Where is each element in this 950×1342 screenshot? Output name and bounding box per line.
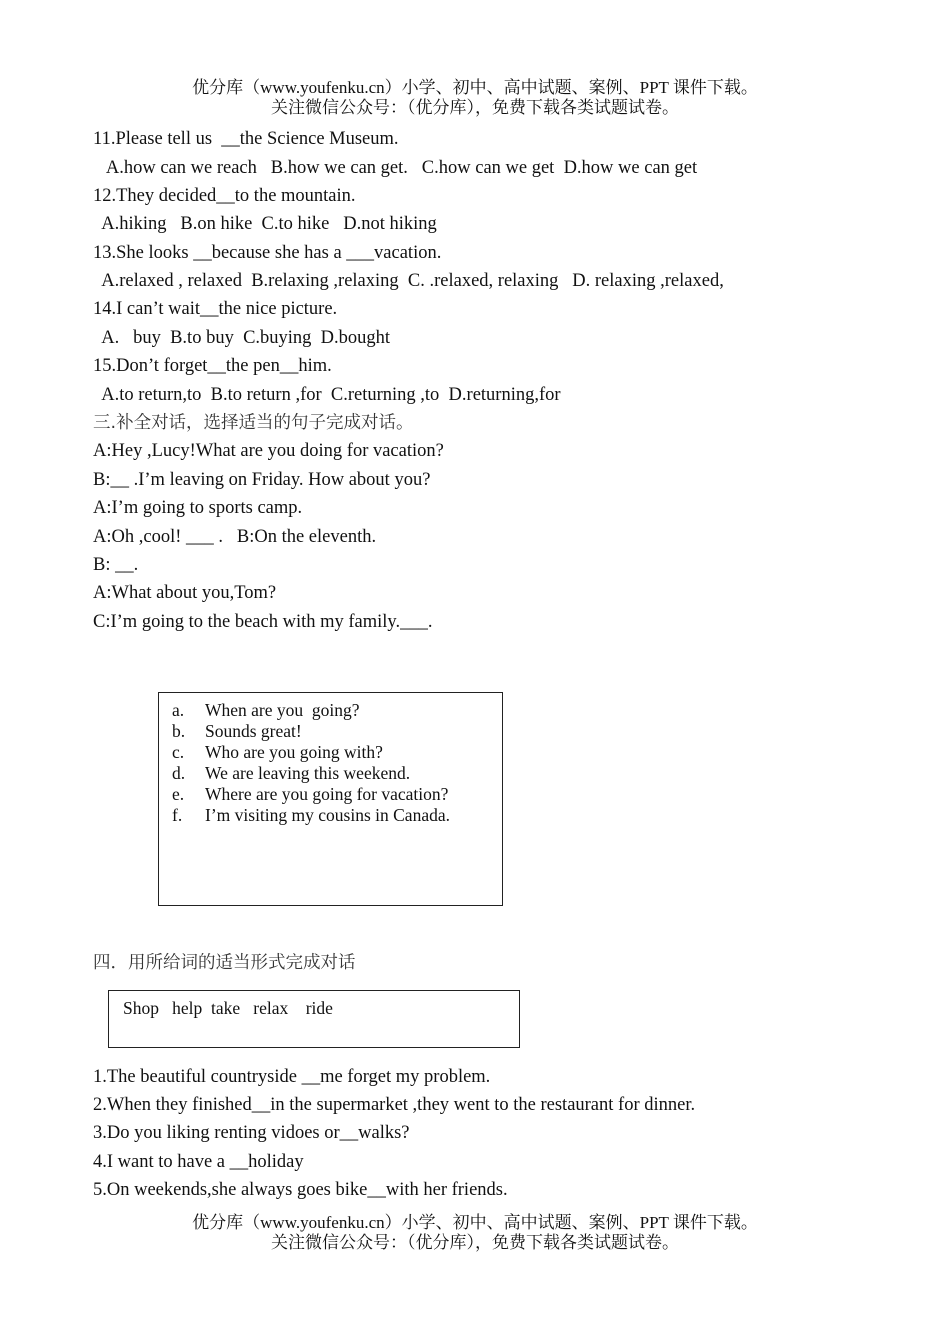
question-12: 12.They decided__to the mountain. <box>93 186 356 206</box>
option-f <box>172 805 450 826</box>
fill-sentence-1: 1.The beautiful countryside __me forget my problem. <box>93 1067 491 1087</box>
option-b <box>172 721 302 742</box>
section-3-title: 三.补全对话，选择适当的句子完成对话。 <box>93 413 414 433</box>
question-13-options: A.relaxed , relaxed B.relaxing ,relaxing C. .relaxed, relaxing D. relaxing ,relaxed, <box>93 271 724 291</box>
dialogue-line: A:What about you,Tom? <box>93 583 277 603</box>
question-12-options: A.hiking B.on hike C.to hike D.not hiking <box>93 214 437 234</box>
footer-line-1: 优分库（www.youfenku.cn）小学、初中、高中试题、案例、PPT 课件下载。 <box>192 1213 758 1232</box>
option-text: When are you going? <box>205 700 360 720</box>
option-letter: a. <box>172 700 185 720</box>
option-text: Who are you going with? <box>205 742 383 762</box>
header-line-2: 关注微信公众号：（优分库），免费下载各类试题试卷。 <box>271 98 679 117</box>
question-15-options: A.to return,to B.to return ,for C.returning ,to D.returning,for <box>93 385 561 405</box>
word-list: Shop help take relax ride <box>123 998 333 1018</box>
footer-line-2: 关注微信公众号：（优分库），免费下载各类试题试卷。 <box>271 1233 679 1252</box>
option-d <box>172 763 410 784</box>
question-14: 14.I can’t wait__the nice picture. <box>93 299 338 319</box>
option-text: We are leaving this weekend. <box>205 763 411 783</box>
fill-sentence-3: 3.Do you liking renting vidoes or__walks? <box>93 1123 410 1143</box>
section-4-title: 四．用所给词的适当形式完成对话 <box>93 953 356 973</box>
option-text: Sounds great! <box>205 721 302 741</box>
dialogue-line: A:Hey ,Lucy!What are you doing for vacation? <box>93 441 444 461</box>
question-14-options: A. buy B.to buy C.buying D.bought <box>93 328 391 348</box>
option-e <box>172 784 448 805</box>
option-a <box>172 700 360 721</box>
dialogue-line: A:Oh ,cool! ___ . B:On the eleventh. <box>93 527 377 547</box>
fill-sentence-5: 5.On weekends,she always goes bike__with her friends. <box>93 1180 508 1200</box>
question-15: 15.Don’t forget__the pen__him. <box>93 356 332 376</box>
dialogue-line: B:__ .I’m leaving on Friday. How about you? <box>93 470 431 490</box>
option-text: I’m visiting my cousins in Canada. <box>205 805 450 825</box>
question-13: 13.She looks __because she has a ___vacation. <box>93 243 442 263</box>
header-line-1: 优分库（www.youfenku.cn）小学、初中、高中试题、案例、PPT 课件下载。 <box>192 78 758 97</box>
option-letter: f. <box>172 805 183 825</box>
dialogue-line: A:I’m going to sports camp. <box>93 498 303 518</box>
option-letter: c. <box>172 742 185 762</box>
fill-sentence-4: 4.I want to have a __holiday <box>93 1152 304 1172</box>
question-11-options: A.how can we reach B.how we can get. C.how can we get D.how we can get <box>93 158 698 178</box>
fill-sentence-2: 2.When they finished__in the supermarket ,they went to the restaurant for dinner. <box>93 1095 696 1115</box>
option-letter: e. <box>172 784 185 804</box>
question-11: 11.Please tell us __the Science Museum. <box>93 129 399 149</box>
dialogue-line: C:I’m going to the beach with my family.___. <box>93 612 433 632</box>
option-letter: b. <box>172 721 186 741</box>
option-text: Where are you going for vacation? <box>205 784 449 804</box>
option-letter: d. <box>172 763 186 783</box>
dialogue-line: B: __. <box>93 555 139 575</box>
option-c <box>172 742 383 763</box>
